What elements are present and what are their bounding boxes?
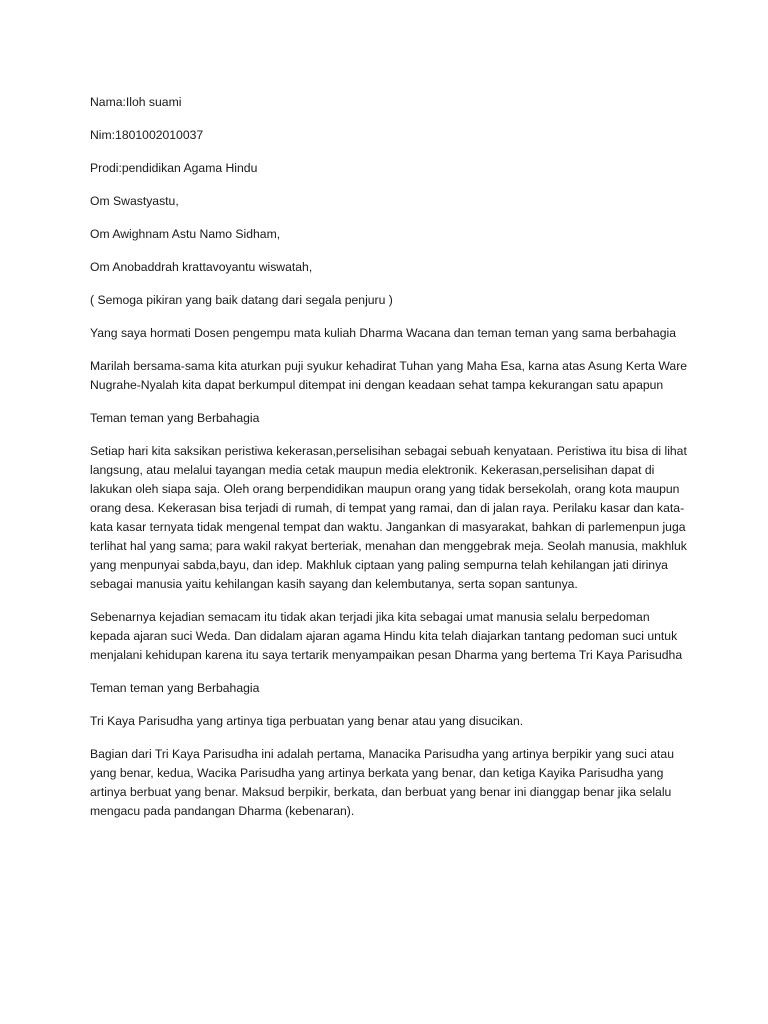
student-name: Nama:Iloh suami bbox=[90, 95, 182, 109]
body-paragraph: Sebenarnya kejadian semacam itu tidak akan terjadi jika kita sebagai umat manusia selalu berpedoman kepada ajaran suci Weda. Dan didalam ajaran agama Hindu kita telah diajarkan tantang pedoman suci untuk menjalani kehidupan karena itu saya tertarik menyampaikan pesan Dharma yang bertema Tri Kaya Parisudha bbox=[90, 610, 683, 662]
gratitude-paragraph: Marilah bersama-sama kita aturkan puji syukur kehadirat Tuhan yang Maha Esa, karna atas Asung Kerta Ware Nugrahe-Nyalah kita dapat berkumpul ditempat ini dengan keadaan sehat tampa kekurangan satu apapun bbox=[90, 359, 688, 392]
document-body bbox=[90, 93, 690, 835]
student-nim: Nim:1801002010037 bbox=[90, 128, 204, 142]
greeting-translation: ( Semoga pikiran yang baik datang dari segala penjuru ) bbox=[90, 293, 393, 307]
body-paragraph: Setiap hari kita saksikan peristiwa kekerasan,perselisihan sebagai sebuah kenyataan. Peristiwa itu bisa di lihat langsung, atau melalui tayangan media cetak maupun media elektronik. Kekerasan,perselisihan dapat di lakukan oleh siapa saja. Oleh orang berpendidikan maupun orang yang tidak bersekolah, orang kota maupun orang desa. Kekerasan bisa terjadi di rumah, di tempat yang ramai, dan di jalan raya. Perilaku kasar dan kata-kata kasar ternyata tidak mengenal tempat dan waktu. Jangankan di masyarakat, bahkan di parlemenpun juga terlihat hal yang sama; para wakil rakyat berteriak, menahan dan menggebrak meja. Seolah manusia, makhluk yang menpunyai sabda,bayu, dan idep. Makhluk ciptaan yang paling sempurna telah kehilangan jati dirinya sebagai manusia yaitu kehilangan kasih sayang dan kelembutanya, serta sopan santunya. bbox=[90, 444, 687, 591]
greeting-line: Om Swastyastu, bbox=[90, 194, 179, 208]
audience-address: Teman teman yang Berbahagia bbox=[90, 411, 260, 425]
salutation-paragraph: Yang saya hormati Dosen pengempu mata kuliah Dharma Wacana dan teman teman yang sama berbahagia bbox=[90, 326, 677, 340]
study-program: Prodi:pendidikan Agama Hindu bbox=[90, 161, 258, 175]
greeting-line: Om Anobaddrah krattavoyantu wiswatah, bbox=[90, 260, 313, 274]
audience-address: Teman teman yang Berbahagia bbox=[90, 681, 260, 695]
body-paragraph: Bagian dari Tri Kaya Parisudha ini adalah pertama, Manacika Parisudha yang artinya berpikir yang suci atau yang benar, kedua, Wacika Parisudha yang artinya berkata yang benar, dan ketiga Kayika Parisudha yang artinya berbuat yang benar. Maksud berpikir, berkata, dan berbuat yang benar ini dianggap benar jika selalu mengacu pada pandangan Dharma (kebenaran). bbox=[90, 747, 674, 818]
greeting-line: Om Awighnam Astu Namo Sidham, bbox=[90, 227, 281, 241]
body-paragraph: Tri Kaya Parisudha yang artinya tiga perbuatan yang benar atau yang disucikan. bbox=[90, 714, 524, 728]
